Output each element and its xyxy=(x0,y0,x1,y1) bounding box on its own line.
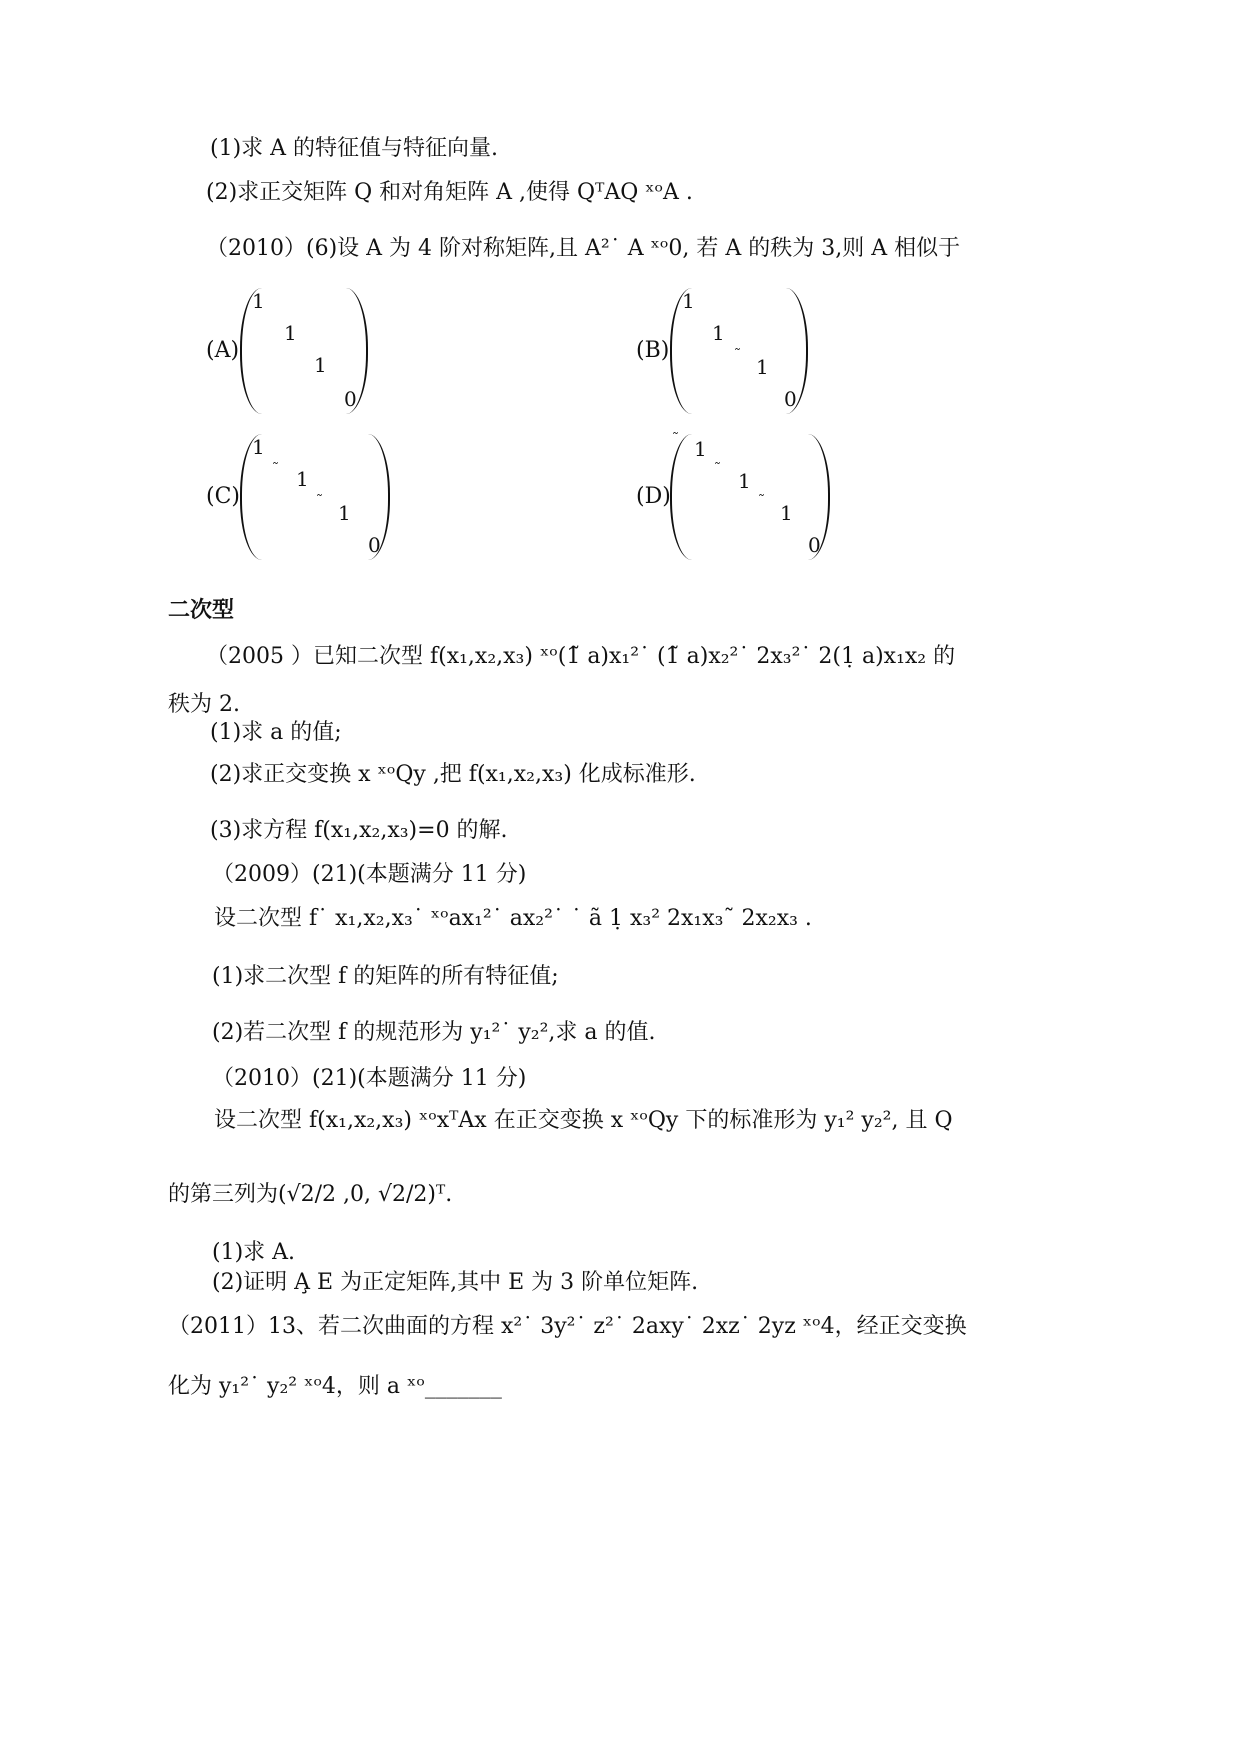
choice-d xyxy=(636,432,856,564)
q-2005-line-1: （2005 ）已知二次型 f(x₁,x₂,x₃) ˣᵒ(1̃ a)x₁²˙ (1̃ a)x₂²˙ 2x₃²˙ 2(1̣ a)x₁x₂ 的 xyxy=(206,644,956,669)
q-part-2: (2)求正交矩阵 Q 和对角矩阵 A ,使得 QᵀAQ ˣᵒA . xyxy=(206,180,693,205)
matrix-a-entry: 0 xyxy=(344,387,357,411)
q-2010-21-header: （2010）(21)(本题满分 11 分) xyxy=(212,1066,527,1091)
q-2009-header: （2009）(21)(本题满分 11 分) xyxy=(212,862,527,887)
choice-b-label: (B) xyxy=(636,338,670,363)
q-2005-part-2: (2)求正交变换 x ˣᵒQy ,把 f(x₁,x₂,x₃) 化成标准形. xyxy=(210,762,696,787)
matrix-d-entry: ˜ xyxy=(758,493,765,509)
matrix-a-entry: 1 xyxy=(314,353,327,377)
matrix-a-entry: 1 xyxy=(284,321,297,345)
matrix-b-entry: 1 xyxy=(712,321,725,345)
matrix-c-entry: 1 xyxy=(252,435,265,459)
matrix-b xyxy=(670,288,808,414)
choice-c-label: (C) xyxy=(206,484,240,509)
q-2009-part-2: (2)若二次型 f 的规范形为 y₁²˙ y₂²,求 a 的值. xyxy=(212,1020,656,1045)
choice-c xyxy=(206,432,426,564)
matrix-d-entry: 0 xyxy=(808,533,821,557)
choice-b xyxy=(636,286,836,418)
q-2010-6: （2010）(6)设 A 为 4 阶对称矩阵,且 A²˙ A ˣᵒ0, 若 A 的秩为 3,则 A 相似于 xyxy=(206,236,961,261)
matrix-d-entry: 1 xyxy=(738,469,751,493)
choice-a xyxy=(206,286,406,418)
matrix-b-entry: 0 xyxy=(784,387,797,411)
q-2011-13-line-2: 化为 y₁²˙ y₂² ˣᵒ4，则 a ˣᵒ_______ xyxy=(168,1374,502,1399)
matrix-a xyxy=(240,288,368,414)
matrix-d xyxy=(670,431,830,560)
matrix-c-entry: 1 xyxy=(338,501,351,525)
q-2010-21-statement: 设二次型 f(x₁,x₂,x₃) ˣᵒxᵀAx 在正交变换 x ˣᵒQy 下的标准形为 y₁² y₂², 且 Q xyxy=(214,1108,953,1133)
matrix-d-entry: ˜ xyxy=(714,461,721,477)
q-2005-part-3: (3)求方程 f(x₁,x₂,x₃)=0 的解. xyxy=(210,818,508,843)
q-2010-21-column: 的第三列为(√2/2 ,0, √2/2)ᵀ. xyxy=(168,1182,453,1207)
matrix-b-entry: ˜ xyxy=(734,347,741,363)
matrix-c-entry: 1 xyxy=(296,467,309,491)
matrix-c-entry: 0 xyxy=(368,533,381,557)
matrix-d-entry: ˜ xyxy=(672,431,679,447)
matrix-a-entry: 1 xyxy=(252,289,265,313)
q-2011-13-line-1: （2011）13、若二次曲面的方程 x²˙ 3y²˙ z²˙ 2axy˙ 2xz˙ 2yz ˣᵒ4，经正交变换 xyxy=(168,1314,967,1339)
q-2010-21-part-2: (2)证明 A̧ E 为正定矩阵,其中 E 为 3 阶单位矩阵. xyxy=(212,1270,699,1295)
matrix-d-entry: 1 xyxy=(694,437,707,461)
matrix-c-entry: ˜ xyxy=(316,493,323,509)
matrix-d-entry: 1 xyxy=(780,501,793,525)
choice-d-label: (D) xyxy=(636,484,671,509)
section-title: 二次型 xyxy=(168,598,235,623)
matrix-b-entry: 1 xyxy=(682,289,695,313)
q-2010-21-part-1: (1)求 A. xyxy=(212,1240,296,1265)
choice-a-label: (A) xyxy=(206,338,240,363)
q-part-1: (1)求 A 的特征值与特征向量. xyxy=(210,136,499,161)
q-2009-statement: 设二次型 f˙ x₁,x₂,x₃˙ ˣᵒax₁²˙ ax₂²˙ ˙ ã 1̣ x₃² 2x₁x₃˜ 2x₂x₃ . xyxy=(214,906,812,931)
matrix-c xyxy=(240,434,390,560)
q-2005-line-2: 秩为 2. xyxy=(168,692,240,717)
q-2005-part-1: (1)求 a 的值; xyxy=(210,720,342,745)
matrix-b-entry: 1 xyxy=(756,355,769,379)
matrix-c-entry: ˜ xyxy=(272,461,279,477)
q-2009-part-1: (1)求二次型 f 的矩阵的所有特征值; xyxy=(212,964,559,989)
